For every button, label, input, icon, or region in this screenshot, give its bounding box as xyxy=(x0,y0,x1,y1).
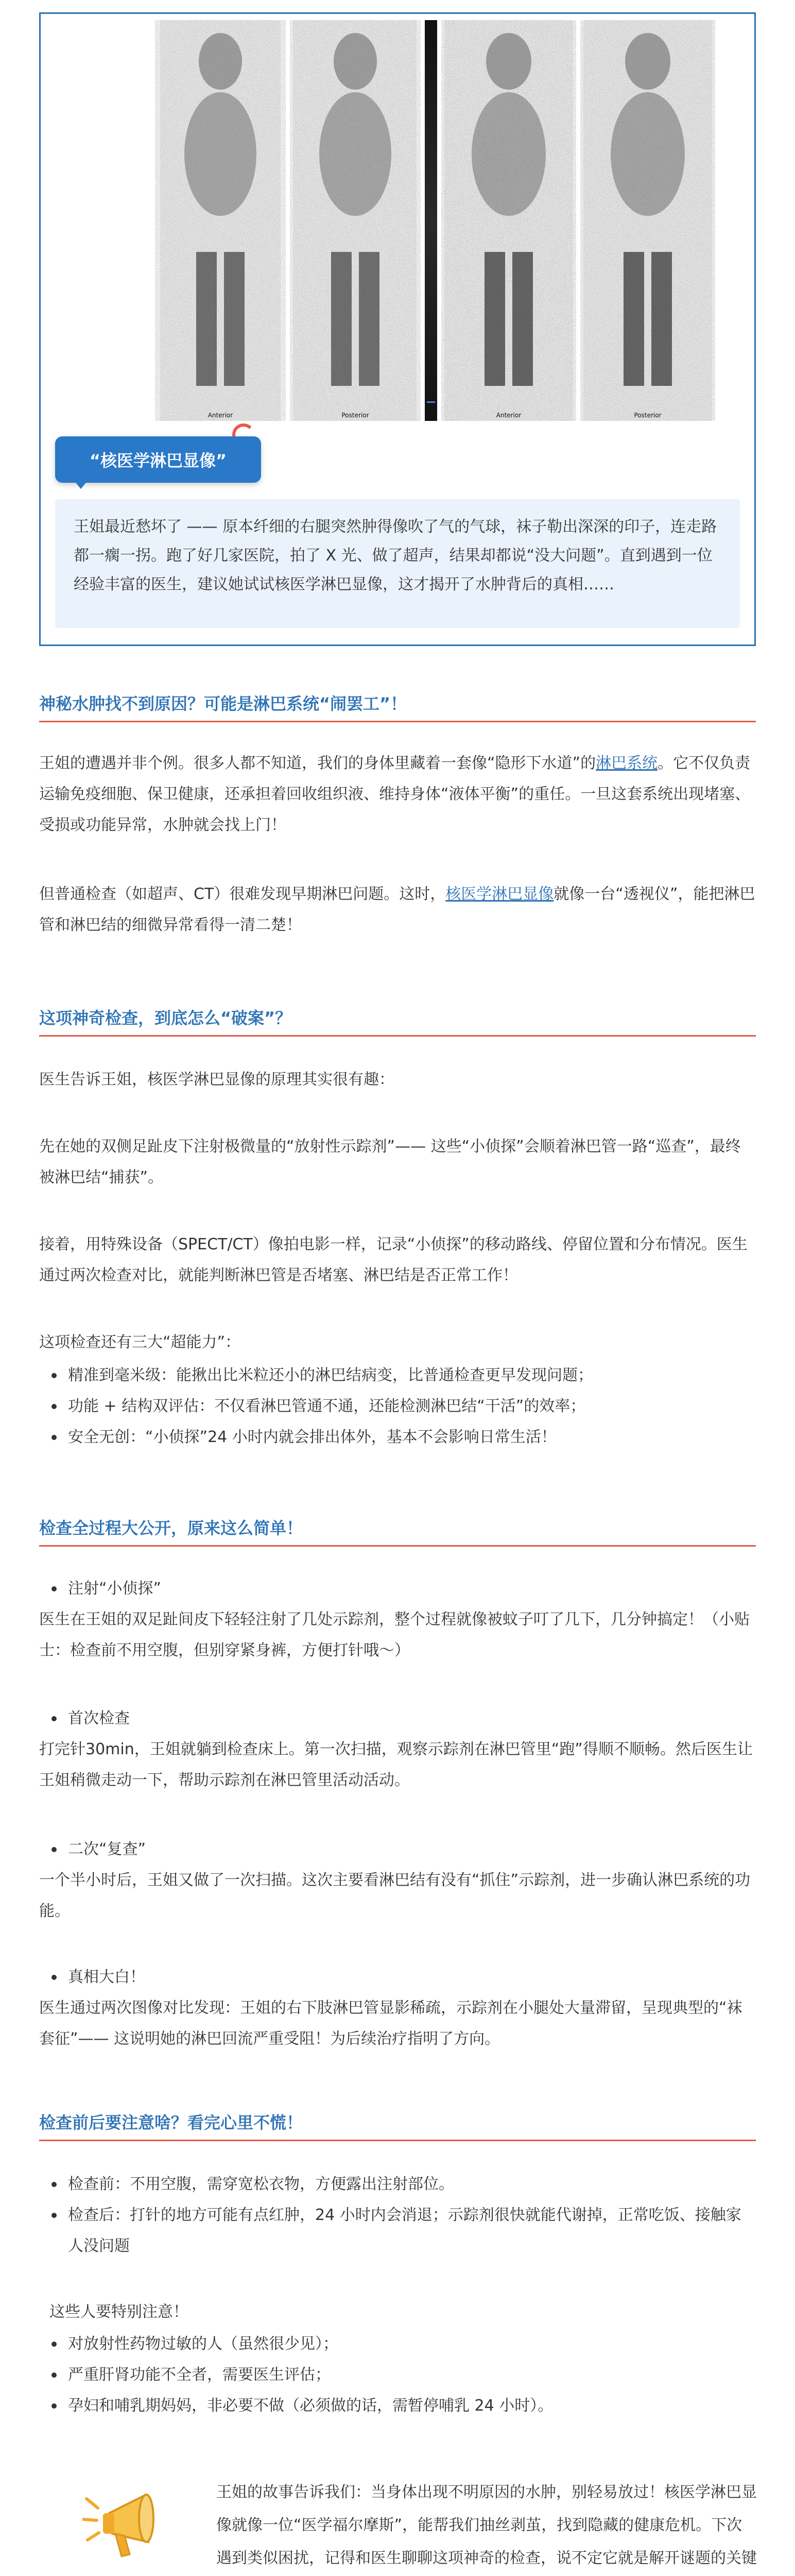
scan-caption: Posterior xyxy=(634,412,662,419)
step-1 xyxy=(39,1573,756,1666)
step-heading: 真相大白！ xyxy=(39,1962,756,1993)
scan-panel-3 xyxy=(441,20,576,421)
section2-paragraph-3: 接着，用特殊设备（SPECT/CT）像拍电影一样，记录“小侦探”的移动路线、停留位置和分布情况。医生通过两次检查对比，就能判断淋巴管是否堵塞、淋巴结是否正常工作！ xyxy=(39,1235,748,1284)
section2-paragraph-4: 这项检查还有三大“超能力”： xyxy=(39,1333,241,1351)
lymphoscintigraphy-image xyxy=(155,20,723,421)
text-run: 。它不仅负责运输免疫细胞、保卫健康，还承担着回收组织液、维持身体“液体平衡”的重任。一旦这套系统出现堵塞、受损或功能异常，水肿就会找上门！ xyxy=(39,754,751,834)
section1-paragraph-1 xyxy=(39,748,756,841)
body-scan-figure xyxy=(580,20,715,421)
section-title-4: 检查前后要注意啥？看完心里不慌！ xyxy=(39,2109,756,2141)
before-after-list xyxy=(39,2169,756,2262)
list-item: 严重肝肾功能不全者，需要医生评估； xyxy=(39,2360,756,2391)
scan-panel-4 xyxy=(580,20,715,421)
scan-caption: Posterior xyxy=(341,412,369,419)
step-body: 一个半小时后，王姐又做了一次扫描。这次主要看淋巴结有没有“抓住”示踪剂，进一步确认淋巴系统的功能。 xyxy=(39,1871,751,1920)
list-item: 检查前：不用空腹，需穿宽松衣物，方便露出注射部位。 xyxy=(39,2169,756,2200)
body-scan-figure xyxy=(290,20,421,421)
tag-bubble: “核医学淋巴显像” xyxy=(55,436,261,483)
lymph-system-link[interactable]: 淋巴系统 xyxy=(596,754,658,772)
intro-card xyxy=(39,12,756,646)
special-notice-title: 这些人要特别注意！ xyxy=(49,2303,188,2321)
section-title-1: 神秘水肿找不到原因？可能是淋巴系统“闹罢工”！ xyxy=(39,690,756,722)
list-item: 精准到毫米级：能揪出比米粒还小的淋巴结病变，比普通检查更早发现问题； xyxy=(39,1360,756,1391)
step-body: 医生在王姐的双足趾间皮下轻轻注射了几处示踪剂，整个过程就像被蚊子叮了几下，几分钟搞定！（小贴士：检查前不用空腹，但别穿紧身裤，方便打针哦～） xyxy=(39,1611,750,1659)
section-title-3: 检查全过程大公开，原来这么简单！ xyxy=(39,1515,756,1547)
section2-paragraph-1: 医生告诉王姐，核医学淋巴显像的原理其实很有趣： xyxy=(39,1071,394,1089)
outro-text: 王姐的故事告诉我们：当身体出现不明原因的水肿，别轻易放过！核医学淋巴显像就像一位“医学福尔摩斯”，能帮我们抽丝剥茧，找到隐藏的健康危机。下次遇到类似困扰，记得和医生聊聊这项神奇的检查，说不定它就是解开谜题的关键 xyxy=(216,2483,757,2567)
scan-caption: Anterior xyxy=(496,412,522,419)
section1-paragraph-2 xyxy=(39,879,756,941)
text-run: 王姐的遭遇并非个例。很多人都不知道，我们的身体里藏着一套像“隐形下水道”的 xyxy=(39,754,596,772)
text-run: 但普通检查（如超声、CT）很难发现早期淋巴问题。这时， xyxy=(39,885,446,903)
section2-paragraph-2: 先在她的双侧足趾皮下注射极微量的“放射性示踪剂”—— 这些“小侦探”会顺着淋巴管一路“巡查”，最终被淋巴结“捕获”。 xyxy=(39,1138,741,1187)
scan-strip-tick xyxy=(427,401,435,403)
list-item: 孕妇和哺乳期妈妈，非必要不做（必须做的话，需暂停哺乳 24 小时）。 xyxy=(39,2391,756,2421)
step-body: 打完针30min，王姐就躺到检查床上。第一次扫描，观察示踪剂在淋巴管里“跑”得顺不顺畅。然后医生让王姐稍微走动一下，帮助示踪剂在淋巴管里活动活动。 xyxy=(39,1740,753,1789)
step-body: 医生通过两次图像对比发现：王姐的右下肢淋巴管显影稀疏，示踪剂在小腿处大量滞留，呈现典型的“袜套征”—— 这说明她的淋巴回流严重受阻！为后续治疗指明了方向。 xyxy=(39,1999,742,2048)
nuclear-lymphoscintigraphy-link[interactable]: 核医学淋巴显像 xyxy=(445,885,554,903)
special-notice-list xyxy=(39,2329,756,2421)
step-3 xyxy=(39,1834,756,1927)
scan-caption: Anterior xyxy=(208,412,233,419)
scan-panel-1 xyxy=(155,20,286,421)
list-item: 安全无创：“小侦探”24 小时内就会排出体外，基本不会影响日常生活！ xyxy=(39,1422,756,1453)
step-2 xyxy=(39,1703,756,1796)
step-4 xyxy=(39,1962,756,2055)
step-heading: 首次检查 xyxy=(39,1703,756,1734)
superpower-list xyxy=(39,1360,756,1453)
text-run: 就像一台“透视仪”，能把淋巴管和淋巴结的细微异常看得一清二楚！ xyxy=(39,885,755,934)
step-heading: 注射“小侦探” xyxy=(39,1573,756,1604)
body-scan-figure xyxy=(441,20,576,421)
scan-colour-strip xyxy=(425,20,437,421)
megaphone-icon xyxy=(82,2488,165,2566)
list-item: 功能 + 结构双评估：不仅看淋巴管通不通，还能检测淋巴结“干活”的效率； xyxy=(39,1391,756,1422)
list-item: 检查后：打针的地方可能有点红肿，24 小时内会消退；示踪剂很快就能代谢掉，正常吃饭、接触家人没问题 xyxy=(39,2200,756,2262)
intro-text: 王姐最近愁坏了 —— 原本纤细的右腿突然肿得像吹了气的气球，袜子勒出深深的印子，连走路都一瘸一拐。跑了好几家医院，拍了 X 光、做了超声，结果却都说“没大问题”。直到遇到一位经验丰富的医生，建议她试试核医学淋巴显像，这才揭开了水肿背后的真相…… xyxy=(55,499,740,628)
section-title-2: 这项神奇检查，到底怎么“破案”？ xyxy=(39,1005,756,1037)
body-scan-figure xyxy=(155,20,286,421)
step-heading: 二次“复查” xyxy=(39,1834,756,1865)
list-item: 对放射性药物过敏的人（虽然很少见）； xyxy=(39,2329,756,2360)
scan-panel-2 xyxy=(290,20,421,421)
tag-bubble-tail xyxy=(72,478,90,489)
